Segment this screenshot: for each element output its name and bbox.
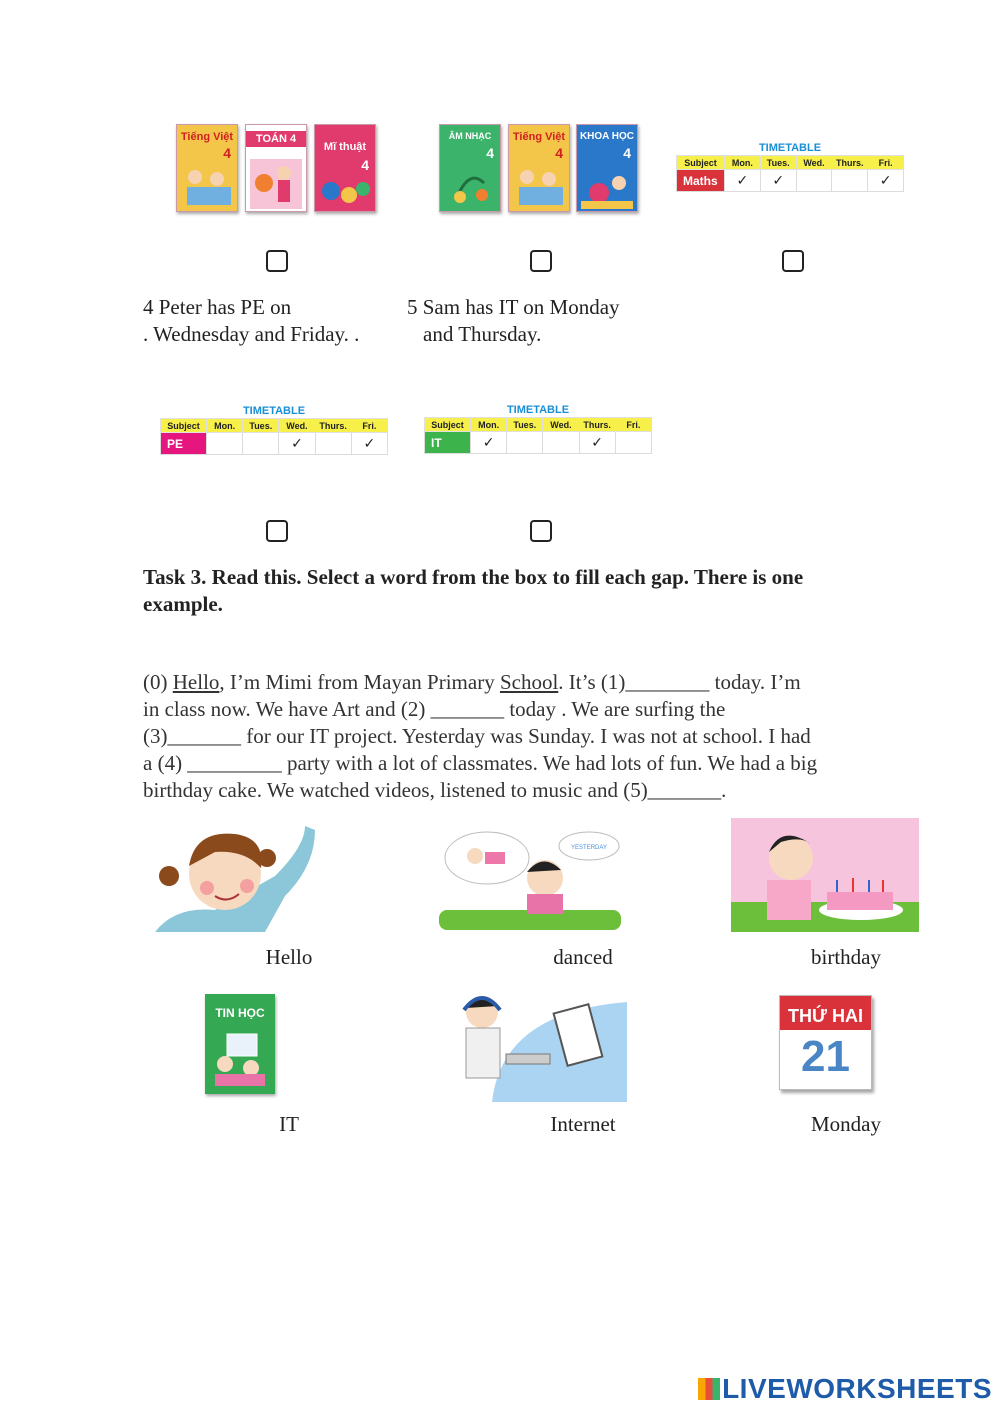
thought-text: YESTERDAY [571,845,607,851]
music-illustration-icon [448,165,492,207]
header-thu: Thurs. [315,419,351,433]
word-option: birthday [811,945,881,969]
answer-checkbox-2[interactable] [530,250,552,272]
header-thu: Thurs. [832,156,868,170]
book-title: Mĩ thuật [323,141,367,153]
logo-text: LIVEWORKSHEETS [722,1373,992,1404]
header-fri: Fri. [351,419,387,433]
check-cell [315,433,351,455]
book-number: 4 [486,145,494,161]
check-cell: ✓ [760,170,796,192]
header-fri: Fri. [868,156,904,170]
teacher-illustration-icon [250,159,302,209]
word-option: Monday [811,1112,881,1136]
word-option: Internet [550,1112,616,1136]
check-cell: ✓ [868,170,904,192]
book-number: 4 [223,145,231,161]
statement-5-line-2: and Thursday. [423,322,542,346]
subject-cell: Maths [677,170,725,192]
computer-kids-icon [211,1028,269,1088]
statement-4-line-2: . Wednesday and Friday. . [143,322,360,346]
check-cell [243,433,279,455]
book-title: ÂM NHẠC [448,131,492,141]
book-title: Tiếng Việt [512,131,566,143]
answer-checkbox-4[interactable] [266,520,288,542]
statement-5-line-1: 5 Sam has IT on Monday [407,295,620,319]
liveworksheets-logo [698,1373,992,1405]
passage-line-2: in class now. We have Art and (2) _______ today . We are surfing the [143,697,726,721]
book-toan [245,124,307,212]
word-option: IT [279,1112,299,1136]
book-tieng-viet-2 [508,124,570,212]
book-mi-thuat [314,124,376,212]
boy-computer-picture [452,992,627,1102]
header-fri: Fri. [615,418,651,432]
header-subject: Subject [677,156,725,170]
passage-line-4: a (4) _________ party with a lot of classmates. We had lots of fun. We had a big [143,751,818,775]
task-3-heading-line-2: example. [143,592,223,616]
task-3-heading-line-1: Task 3. Read this. Select a word from the box to fill each gap. There is one [143,565,804,589]
tin-hoc-title: TIN HỌC [215,1006,265,1020]
check-cell [796,170,832,192]
check-cell [543,432,579,454]
tin-hoc-book-picture [205,994,275,1094]
header-wed: Wed. [279,419,315,433]
subject-cell: PE [161,433,207,455]
header-wed: Wed. [543,418,579,432]
calendar-day: THỨ HAI [780,996,871,1030]
book-khoa-hoc [576,124,638,212]
word-option: danced [553,945,613,969]
statement-5 [407,294,620,348]
book-number: 4 [623,145,631,161]
check-cell [832,170,868,192]
passage-text: (0) [143,670,173,694]
children-illustration-icon [183,163,231,207]
timetable-maths [676,141,904,192]
check-cell: ✓ [471,432,507,454]
check-cell: ✓ [351,433,387,455]
header-subject: Subject [425,418,471,432]
book-title: TOÁN 4 [246,131,306,147]
check-cell [615,432,651,454]
book-title: Tiếng Việt [180,131,234,143]
header-tue: Tues. [243,419,279,433]
word-option: Hello [265,945,313,969]
subject-cell: IT [425,432,471,454]
header-thu: Thurs. [579,418,615,432]
task-3-heading [143,564,923,618]
answer-checkbox-3[interactable] [782,250,804,272]
reading-passage [143,669,933,804]
calendar-date: 21 [801,1032,850,1081]
header-mon: Mon. [725,156,761,170]
passage-text: , I’m Mimi from Mayan Primary [219,670,500,694]
check-cell: ✓ [725,170,761,192]
header-wed: Wed. [796,156,832,170]
header-mon: Mon. [207,419,243,433]
book-tieng-viet [176,124,238,212]
girl-waving-picture [155,816,317,932]
book-title: KHOA HỌC [579,131,635,142]
answer-checkbox-5[interactable] [530,520,552,542]
example-word-hello: Hello [172,670,220,694]
answer-checkbox-1[interactable] [266,250,288,272]
book-number: 4 [555,145,563,161]
header-subject: Subject [161,419,207,433]
science-illustration-icon [581,169,633,209]
example-word-school: School [499,670,559,694]
timetable-title: TIMETABLE [242,405,306,417]
calendar-picture [779,995,872,1090]
boy-thinking-picture [439,826,621,930]
birthday-cake-picture [731,818,919,932]
book-number: 4 [361,157,369,173]
check-cell: ✓ [279,433,315,455]
timetable-pe [160,404,388,455]
header-tue: Tues. [760,156,796,170]
check-cell [207,433,243,455]
logo-blocks-icon [698,1378,720,1400]
check-cell [507,432,543,454]
passage-line-1 [143,669,933,696]
header-mon: Mon. [471,418,507,432]
header-tue: Tues. [507,418,543,432]
passage-text: . It’s (1)________ today. I’m [558,670,801,694]
timetable-it [424,403,652,454]
book-am-nhac [439,124,501,212]
children-illustration-icon [515,163,563,207]
statement-4 [143,294,359,348]
paint-illustration-icon [319,175,371,209]
timetable-title: TIMETABLE [758,142,822,154]
passage-line-3: (3)_______ for our IT project. Yesterday was Sunday. I was not at school. I had [143,724,811,748]
timetable-title: TIMETABLE [506,404,570,416]
passage-line-5: birthday cake. We watched videos, listened to music and (5)_______. [143,778,727,802]
statement-4-line-1: 4 Peter has PE on [143,295,292,319]
check-cell: ✓ [579,432,615,454]
